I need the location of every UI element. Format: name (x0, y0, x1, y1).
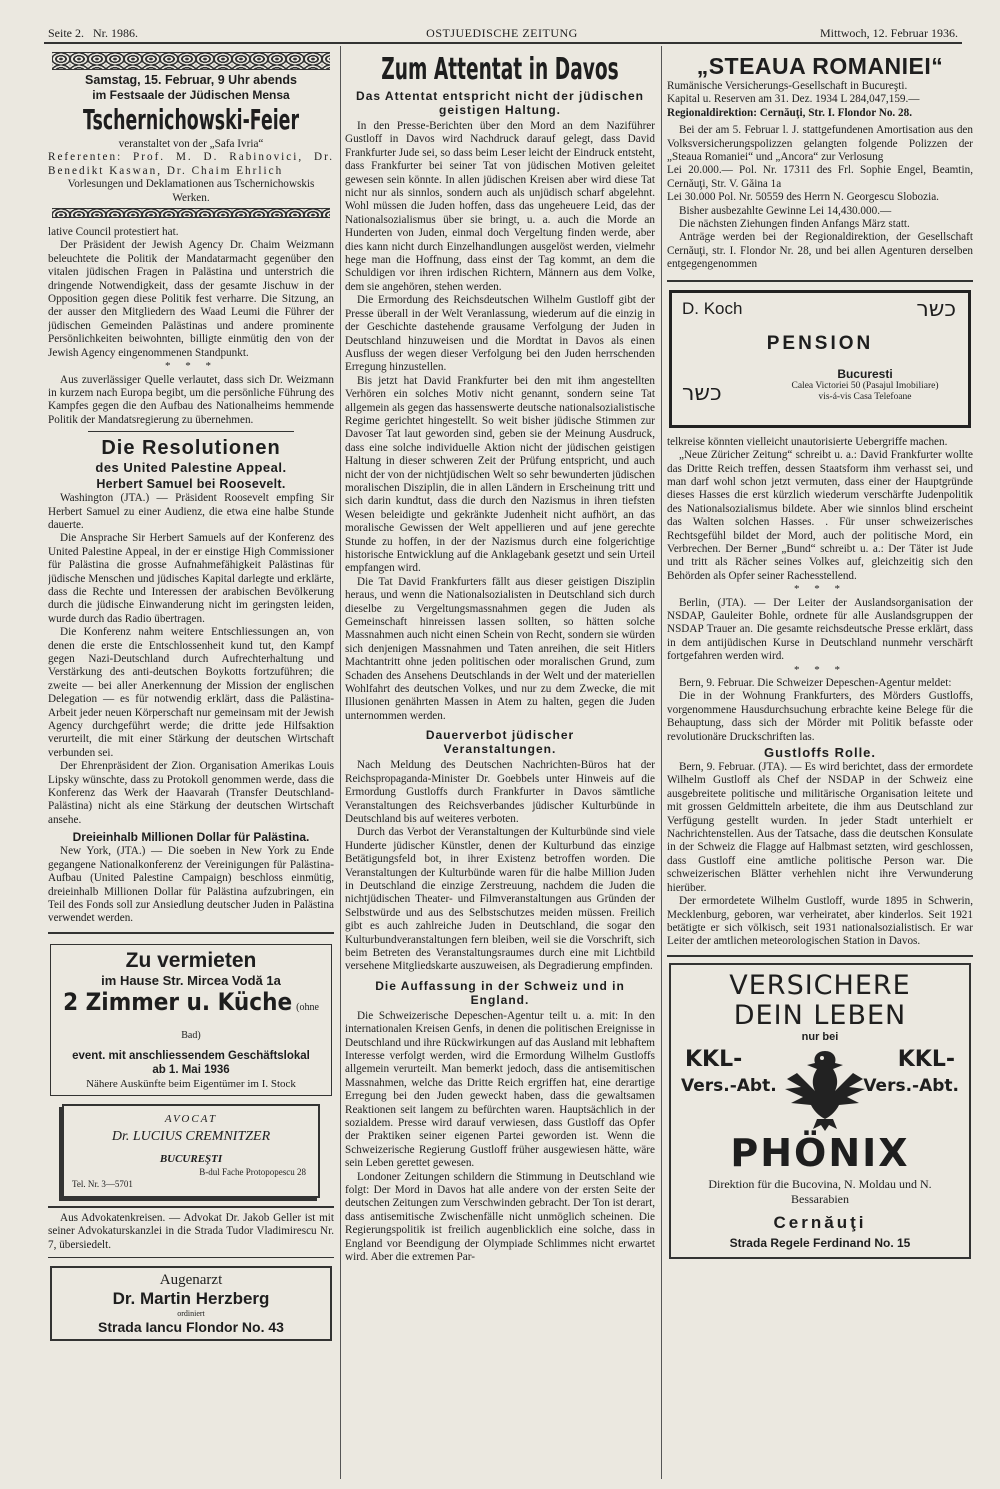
article-text: Durch das Verbot der Veranstaltungen der Kulturbünde sind viele Hunderte jüdischer Künstler, denen der Kulturbund das einzige Betätigungsfeld bot, in ihrer Existenz betroffen worden. Die Veranstaltungen der Kulturbünde waren für die halbe Million Juden in Deutschland die einzige Zerstreuung, nachdem die Juden die nichtjüdischen Theater- und Filmveranstaltungen aus Gründen der Selbstwürde und aus des Selbstschutzes meiden müssen. Freilich gibt es auch zahlreiche Juden in Deutschland, die sogar den Kulturbundveranstaltungen fern bleiben, weil sie die Vorschrift, sich beim Betreten des Veranstaltungsraumes durch eine mit Lichtbild versehene Mitgliedskarte auszuweisen, als Degradierung empfinden. (345, 826, 655, 973)
main-headline: Zum Attentat in Davos (381, 52, 619, 87)
ad-phoenix-brand: PHÖNIX (730, 1130, 910, 1175)
article-text: Nach Meldung des Deutschen Nachrichten-Büros hat der Reichspropaganda-Minister Dr. Goebbels unter Hinweis auf die Ermordung Gustloffs durch Frankfurter in Davos sämtliche Veranstaltungen des Reichsverbandes jüdischer Kulturbünde in Deutschland bis auf weiteres verboten. (345, 759, 655, 825)
phoenix-eagle-icon (777, 1043, 873, 1133)
ad-steaua-text: Anträge werden bei der Regionaldirektion, der Gesellschaft Cernăuţi, str. I. Flondor Nr. 28, und bei allen Agenturen derselben entgegengenommen (667, 231, 973, 271)
ad-steaua-line: Regionaldirektion: Cernăuţi, Str. I. Flondor No. 28. (667, 106, 913, 119)
ad-koch-city: Bucuresti (837, 366, 893, 381)
ad-vermieten-house: im Hause Str. Mircea Vodă 1a (101, 972, 281, 988)
page-label: Seite 2. (48, 26, 84, 40)
column-rule-2 (661, 46, 662, 1479)
ad-augen-title: Augenarzt (159, 1271, 223, 1288)
kosher-sign: כשר (682, 380, 722, 406)
feier-speakers: Referenten: Prof. M. D. Rabinovici, Dr. Benedikt Kaswan, Dr. Chaim Ehrlich (48, 151, 334, 177)
ad-phoenix-l3: nur bei (801, 1030, 839, 1043)
feier-organizer: veranstaltet von der „Safa Ivria“ (118, 138, 264, 150)
column-1 (48, 52, 334, 1477)
article-text: Der Ehrenpräsident der Zion. Organisation Amerikas Louis Lipsky wünschte, dass zu Protokoll genommen werde, dass die Konferenz das Werk der Haavarah (Transfer Deutschland-Palästina) nicht als eine Stärkung der deutschen Wirtschaft ansehe. (48, 760, 334, 826)
ad-augen-sub: ordiniert (177, 1308, 205, 1318)
ad-avocat-addr: B-dul Fache Protopopescu 28 (199, 1166, 306, 1177)
kosher-sign: כשר (916, 296, 956, 322)
ad-steaua-text: Lei 20.000.— Pol. Nr. 17311 des Frl. Sophie Engel, Beamtin, Cernăuţi, Str. V. Găina 1a (667, 164, 973, 190)
vers-right: Vers.-Abt. (863, 1075, 959, 1096)
ad-phoenix-emblem-row (677, 1043, 963, 1139)
section-stars: * * * (794, 583, 846, 596)
section-stars: * * * (165, 360, 217, 373)
article-text: lative Council protestiert hat. (48, 226, 179, 239)
ad-vermieten-rooms (57, 989, 325, 1049)
column-rule-1 (340, 46, 341, 1479)
article-text: „Neue Züricher Zeitung“ schreibt u. a.: David Frankfurter wollte das Dritte Reich treffen, dessen Staatsform ihm verhasst sei, und man darf wohl schon jetzt vermuten, dass einer der Hauptgründe dieses Hasses die erst kürzlich wiederum verschärfte Judenpolitik des Nationalsozialismus bildete. Aber wie sinnlos blind erscheint das Walten solchen Hasses. . Für unser schweizerisches Rechtsgefühl bildet der Mord, auch der politische Mord, ein Verbrechen. Der Berner „Bund“ schreibt u. a.: Der Täter ist Jude und tritt als Rächer seines Volkes auf, gleichzeitig sich den Behörden als Opfer seiner Rachesstellend. (667, 449, 973, 582)
article-text: Bern, 9. Februar. (JTA). — Es wird berichtet, dass der ermordete Wilhelm Gustloff als Chef der NSDAP in der Schweiz eine ausgebreitete politische und militärische Organisation leitete und mit grossen Geldmitteln arbeitete, die ihm aus Deutschland zur Verfügung gestellt wurden. In jeder Stadt unterhielt er Nachrichtenstellen. Aus der Tatsache, dass die deutschen Konsulate in der Schweiz die Flagge auf Halbmast setzten, wird geschlossen, dass Gustloff eine amtliche politische Person war. Die schweizerischen Blätter verhehlen nicht ihre Verwunderung hierüber. (667, 761, 973, 894)
ad-steaua-text: Lei 30.000 Pol. Nr. 50559 des Herrn N. Georgescu Slobozia. (667, 191, 939, 204)
divider (48, 932, 334, 934)
ad-steaua-text: Bisher ausbezahlte Gewinne Lei 14,430.000.— (679, 204, 892, 217)
kkl-left: KKL- (685, 1046, 743, 1072)
ad-steaua-line: Rumänische Versicherungs-Gesellschaft in Bucureşti. (667, 80, 908, 92)
ad-koch-name: D. Koch (682, 298, 743, 318)
divider (48, 1257, 334, 1258)
divider (48, 1206, 334, 1208)
subheadline-dollar: Dreieinhalb Millionen Dollar für Palästina. (72, 830, 310, 845)
ad-vermieten (50, 944, 332, 1096)
article-text: Aus zuverlässiger Quelle verlautet, dass sich Dr. Weizmann in kurzem nach Europa begibt, um die persönliche Führung des Kampfes gegen die den Aufbau des Nationalheims hemmende Politik der Mandatsregierung zu übernehmen. (48, 373, 334, 426)
column-3 (667, 52, 973, 1477)
feier-date: Samstag, 15. Februar, 9 Uhr abends (85, 73, 297, 87)
article-text: Bern, 9. Februar. Die Schweizer Depeschen-Agentur meldet: (679, 677, 952, 689)
ad-koch-addr2: vis-á-vis Casa Telefoane (818, 391, 912, 402)
article-text: New York, (JTA.) — Die soeben in New York zu Ende gegangene Nationalkonferenz der Vereinigungen für Palästina-Aufbau (United Palestine Campaign) beschloss einmütig, dreieinhalb Millionen Dollar für Palästina aufzubringen, ein Teil des Fonds soll zur Ansiedlung deutscher Juden in Palästina verwendet werden. (48, 845, 334, 925)
vers-left: Vers.-Abt. (681, 1075, 777, 1096)
ad-phoenix (669, 963, 971, 1259)
ad-augen-name: Dr. Martin Herzberg (112, 1288, 270, 1308)
divider (88, 431, 294, 432)
article-text: Der ermordetete Wilhelm Gustloff, wurde 1895 in Schwerin, Mecklenburg, geboren, war verheiratet, aber kinderlos. Seit 1921 betätigte er sich völkisch, seit 1931 nationalsozialistisch. Er war Leiter der amtlichen meteorologischen Station in Davos. (667, 895, 973, 948)
ad-rooms-note: (ohne Bad) (181, 1001, 319, 1041)
ad-vermieten-extra: event. mit anschliessendem Geschäftslokal (72, 1049, 310, 1062)
subheadline-samuel: Herbert Samuel bei Roosevelt. (96, 477, 286, 492)
ad-phoenix-l1: VERSICHERE (729, 969, 911, 1001)
subheadline-gustloff: Gustloffs Rolle. (763, 745, 877, 761)
feier-announcement (48, 52, 334, 218)
article-text: Bis jetzt hat David Frankfurter bei den mit ihm angestellten Verhören ein solches Motiv nicht genannt, sondern seine Tat allgemein als gegen das hassenswerte deutsche nationalsozialistische Regime gerichtet hingestellt. So weit bisher jüdische Stimmen zur Davoser Tat laut geworden sind, geben sie der Meinung Ausdruck, dass eine solche individuelle Aktion nicht der jüdischen geistigen Haltung in dieser schweren Zeit der Prüfung entspricht, und auch nicht der von der nichtjüdischen Welt so sehr bewunderten jüdischen moralischen Disziplin, die in allen Ländern in Erscheinung tritt und sich darin kundtut, dass die durch den Nazismus in ihren tiefsten Wesen beleidigte und gekränkte Judenheit nicht aufhört, an das moralische Gewissen der Welt appellieren und auf jene gerechte Stunde zu hoffen, in der der Nazismus durch eine folgerichtige historische Entwicklung auf die Anklagebank gesetzt und sein Urteil empfangen wird. (345, 374, 655, 575)
section-stars: * * * (794, 663, 846, 676)
article-text: Washington (JTA.) — Präsident Roosevelt empfing Sir Herbert Samuel zu einer Audienz, die etwa eine halbe Stunde dauerte. (48, 492, 334, 531)
subheadline-upa: des United Palestine Appeal. (95, 460, 287, 476)
ad-augenarzt (50, 1266, 332, 1341)
ad-avocat-label: AVOCAT (164, 1112, 218, 1125)
divider (667, 955, 973, 957)
issue-number: Nr. 1986. (93, 26, 138, 40)
newspaper-name: OSTJUEDISCHE ZEITUNG (426, 26, 578, 40)
ad-steaua (667, 52, 973, 272)
ad-phoenix-city: Cernăuţi (773, 1212, 867, 1232)
ornament-border-bottom (52, 208, 330, 218)
article-text: Der Präsident der Jewish Agency Dr. Chaim Weizmann beleuchtete die Politik der Mandatarmacht gegenüber den vitalen jüdischen Fragen in Palästina und unterstrich die dringende Notwendigkeit, dass der gesamte Jischuw in der Opposition gegen diese Politik fest verharre. Die Sitzung, an der ausser den Mitgliedern des Waad Leumi die Führer der jüdischen Gemeinden Palästinas und andere prominente Persönlichkeiten beiwohnten, billigte einmütig den von der Jewish Agency eingenommenen Standpunkt. (48, 239, 334, 359)
ad-vermieten-from: ab 1. Mai 1936 (152, 1063, 230, 1076)
article-text: Aus Advokatenkreisen. — Advokat Dr. Jakob Geller ist mit seiner Advokaturskanzlei in die Strada Tudor Vladimirescu Nr. 7, übersiedelt. (48, 1211, 334, 1251)
feier-program: Vorlesungen und Deklamationen aus Tschernichowskis Werken. (67, 178, 315, 204)
header-rule (44, 42, 962, 44)
ad-augen-addr: Strada Iancu Flondor No. 43 (98, 1318, 284, 1335)
article-text: Die in der Wohnung Frankfurters, des Mörders Gustloffs, vorgenommene Hausdurchsuchung erbrachte keine Belege für die Behauptung, dass sich der Mörder mit Politik befasste oder revolutionäre Druckschriften las. (667, 690, 973, 743)
ad-avocat (62, 1104, 320, 1198)
article-text: Die Ermordung des Reichsdeutschen Wilhelm Gustloff gibt der Presse überall in der Welt Veranlassung, wiederum auf die einzig in der Geschichte dastehende grausame Verfolgung der Juden in Deutschland hinzuweisen und die Mordtat in Davos als einen Ausfluss der wegen dieser Verfolgung bei den Juden herrschenden Erregung hinzustellen. (345, 294, 655, 374)
ad-rooms-text: 2 Zimmer u. Küche (63, 987, 293, 1016)
page-header (40, 24, 964, 42)
article-text: In den Presse-Berichten über den Mord an dem Naziführer Gustloff in Davos wird Nachdruck darauf gelegt, dass David Frankfurter Jude sei, so dass beim Leser leicht der Eindruck entsteht, dass Frankfurter bei seiner Tat von jüdischen Motiven geleitet gewesen sein könnte. In allen jüdischen Kreisen aber wird diese Tat nicht nur als sinnlos, sondern auch als unjüdisch scharf abgelehnt. Wohl müssen die Juden hoffen, dass das ungeheuere Leid, das der Nationalsozialismus über sie bringt, u. a. auch die Morde an Hunderten von Juden, einmal doch Vergeltung finden werde, aber dies kann nicht durch Einzelhandlungen ausgelöst werden, vielmehr hege man die Hoffnung, dass einst der Tag kommt, an dem die Schuldigen vor ihren irdischen Richtern, Männern aus dem Volke, dem sie angehören, stehen werden. (345, 120, 655, 293)
ad-steaua-text: Bei der am 5. Februar l. J. stattgefundenen Amortisation aus den Volksversicherungspolizzen gelangten folgende Polizzen der „Steaua Romaniei“ und „Ancora“ zur Verlosung (667, 124, 973, 164)
headline-resolutionen: Die Resolutionen (101, 437, 281, 460)
ad-phoenix-addr: Strada Regele Ferdinand No. 15 (729, 1235, 911, 1250)
article-text: Die Tat David Frankfurters fällt aus dieser geistigen Disziplin heraus, und wenn die Nationalsozialisten in Deutschland sich durch dieselbe zu Vergeltungsmassnahmen gegen die Juden als Gemeinschaft hinreissen lassen sollten, so hätten solche Massnahmen auch nicht einen Schein von Recht, sondern sie würden sich denjenigen Massnahmen und Taten anreihen, die seit Hitlers Machtantritt ohne jeden politischen oder moralischen Grund, zum Schaden des Ansehens Deutschlands in der Welt und der materiellen Wohlfahrt des deutschen Volkes, und nur zu dem Zwecke, die mit Illusionen genährten Massen in Atem zu halten, gegen die Juden unternommen werden. (345, 575, 655, 722)
ad-steaua-title: „STEAUA ROMANIEI“ (696, 53, 944, 79)
main-subheadline: Das Attentat entspricht nicht der jüdischen geistigen Haltung. (356, 89, 644, 117)
divider (667, 280, 973, 282)
ornament-border (52, 52, 330, 70)
ad-avocat-name: Dr. LUCIUS CREMNITZER (111, 1128, 271, 1144)
article-text: telkreise könnten vielleicht unautorisierte Uebergriffe machen. (667, 435, 948, 448)
feier-place: im Festsaale der Jüdischen Mensa (92, 88, 290, 102)
subheadline-schweiz: Die Auffassung in der Schweiz und in England. (375, 978, 625, 1007)
ad-phoenix-l2: DEIN LEBEN (733, 999, 907, 1031)
ad-pension-koch (669, 290, 971, 428)
ad-koch-addr: Calea Victoriei 50 (Pasajul Imobiliare) (791, 380, 939, 391)
ad-steaua-line: Kapital u. Reserven am 31. Dez. 1934 L 284,047,159.— (667, 93, 920, 106)
ad-avocat-city: BUCUREŞTI (159, 1152, 223, 1165)
ad-vermieten-title: Zu vermieten (125, 948, 257, 972)
article-text: Die Konferenz nahm weitere Entschliessungen an, von denen die erste die Entschlossenheit kund tut, den Kampf gegen Nazi-Deutschland durch Aufrechterhaltung und Verstärkung des anti-deutschen Boykotts fortzuführen; die zweite — bei aller Anerkennung der Mission der englischen Delegation — es für notwendig erklärt, dass die Palästina-Arbeit jeder neuen Körperschaft nur gemeinsam mit der Jewish Agency durchgeführt werde; die dritte jede Hilfsaktion verurteilt, die mit einer Stärkung der deutschen Wirtschaft verbunden sei. (48, 626, 334, 759)
article-text: Die Ansprache Sir Herbert Samuels auf der Konferenz des United Palestine Appeal, in der er einstige High Commissioner für Palästina die grosse Aufnahmefähigkeit Palästinas für jüdische Menschen und jüdisches Kapital darlegte und erklärte, dass die Rechte und Interessen der arabischen Bevölkerung durch die jüdische Einwanderung nicht im geringsten leiden, wurde durch das Radio übertragen. (48, 532, 334, 625)
ad-koch-pension: PENSION (766, 332, 874, 354)
column-2 (345, 52, 655, 1477)
issue-date: Mittwoch, 12. Februar 1936. (820, 26, 958, 40)
ad-steaua-text: Die nächsten Ziehungen finden Anfangs März statt. (679, 218, 910, 231)
article-text: Londoner Zeitungen schildern die Stimmung in Deutschland wie folgt: Der Mord in Davos hat alle andere von der ersten Seite der deutschen Zeitungen zum Verschwinden gebracht. Der Ton ist derart, dass antisemitische Zwischenfälle nicht unmöglich scheinen. Die Regierungspolitik ist freilich augenblicklich eine solche, dass in England vor Beendigung der Olympiade Schlimmes nicht erwartet wird. Aber die extremen Par- (345, 1170, 655, 1264)
ad-vermieten-info: Nähere Auskünfte beim Eigentümer im I. Stock (86, 1077, 296, 1090)
article-text: Die Schweizerische Depeschen-Agentur teilt u. a. mit: In den internationalen Kreisen Genfs, in denen die politischen Ereignisse in Deutschland und ihre Rückwirkungen auf das Ausland mit lebhaftem Interesse verfolgt werden, wird die Ermordung Wilhelm Gustloffs allgemein verurteilt. Man bemerkt jedoch, dass die antisemitischen Massnahmen, welche das Dritte Reich ergriffen hat, eine derartige Erregung bei den Juden geweckt haben, dass die gewaltsamen Reaktionen seit langem zu befürchten waren. Hauptsächlich in der sozialdem. Presse wird darauf verwiesen, dass Gustloff das Opfer der Praktiken seiner eigenen Partei geworden ist. Wenn die Schweizerische Regierung Gustloff früher ausgewiesen hätte, wäre sein Leben gerettet gewesen. (345, 1009, 655, 1170)
subheadline-dauerverbot: Dauerverbot jüdischer Veranstaltungen. (425, 728, 575, 757)
ad-phoenix-dir: Direktion für die Bucovina, N. Moldau und N. Bessarabien (708, 1176, 932, 1206)
kkl-right: KKL- (897, 1046, 955, 1072)
ad-avocat-tel: Tel. Nr. 3—5701 (72, 1178, 133, 1189)
feier-title: Tschernichowski-Feier (82, 103, 300, 136)
article-text: Berlin, (JTA). — Der Leiter der Auslandsorganisation der NSDAP, Gauleiter Bohle, ordnete für alle Auslandsgruppen der NSDAP Trauer an. Die gesamte reichsdeutsche Presse erklärt, dass in dem antijüdischen Kurse in Deutschland nunmehr verschärft fortgefahren werden wird. (667, 596, 973, 663)
